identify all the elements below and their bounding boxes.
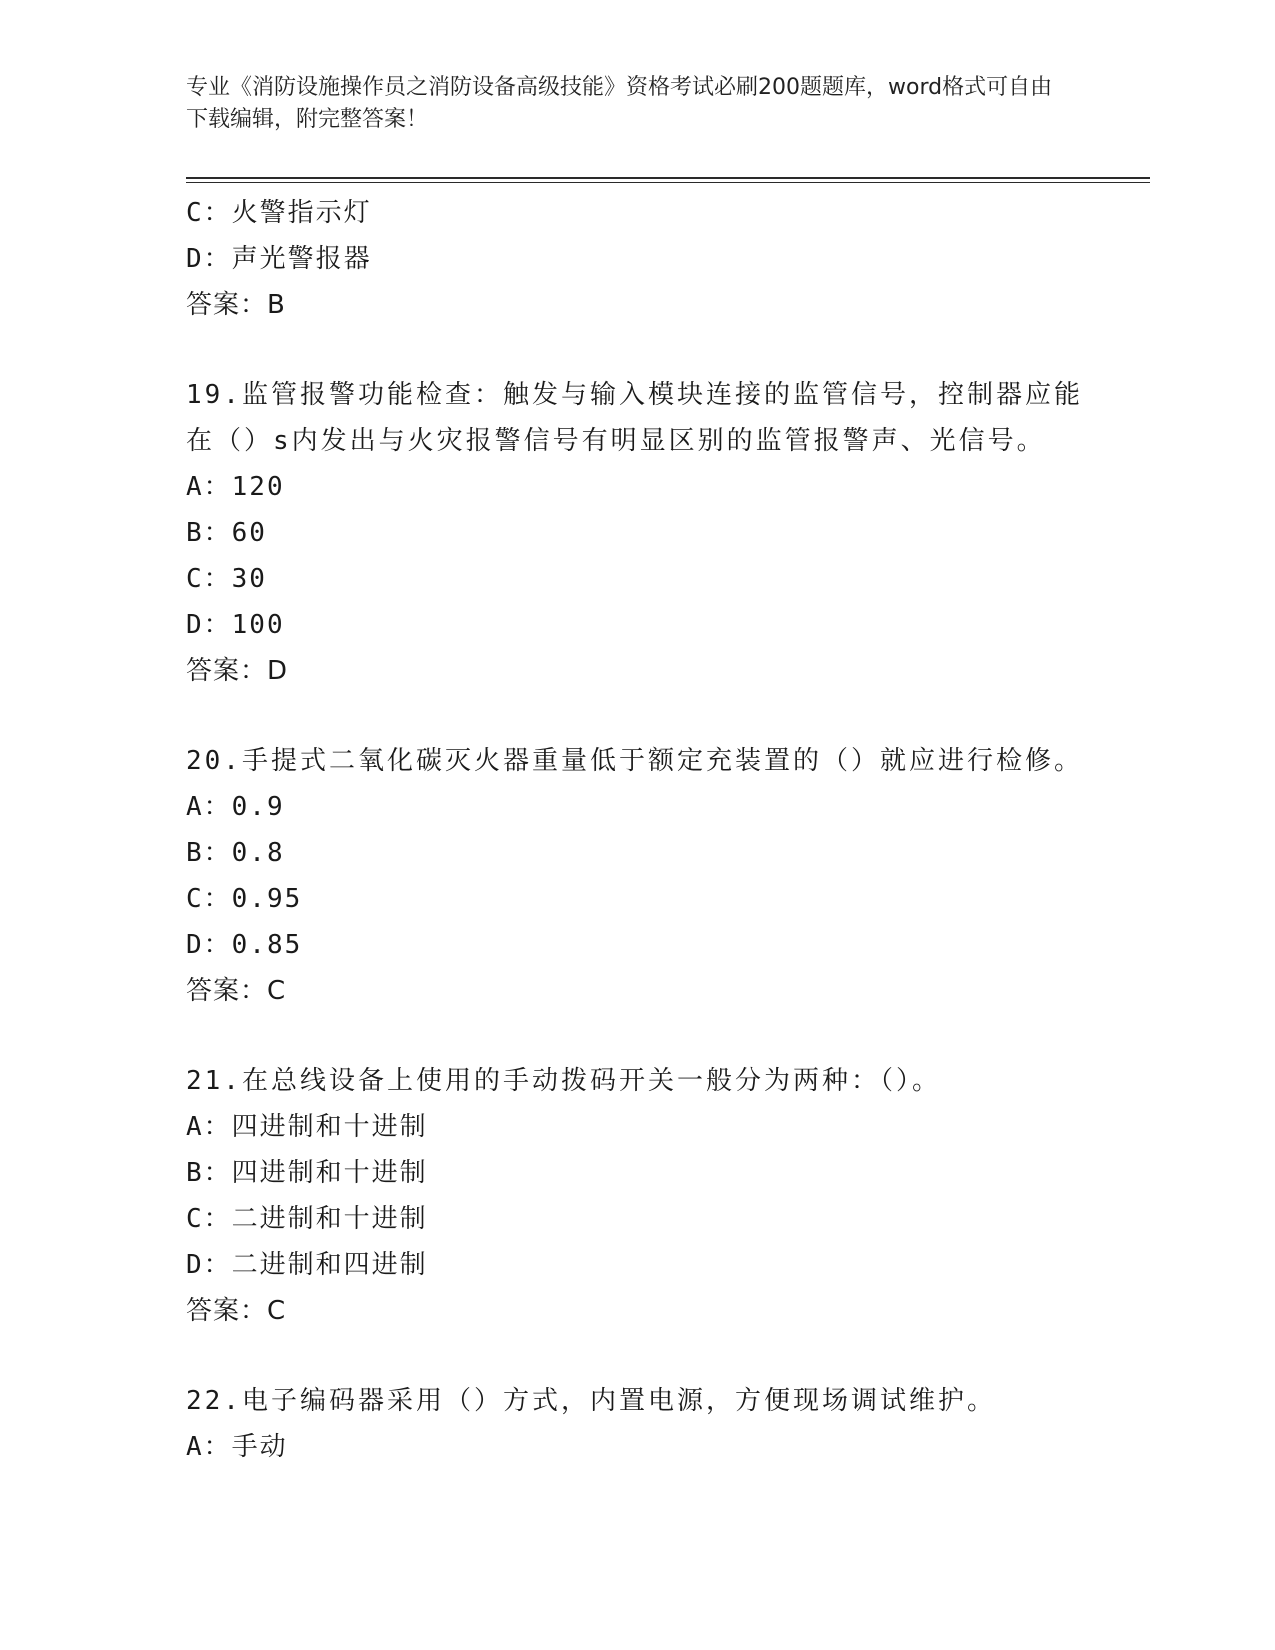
spacer xyxy=(186,1014,1086,1058)
option-d: D：100 xyxy=(186,610,285,640)
answer-label: 答案：C xyxy=(186,1296,287,1326)
question-19 xyxy=(186,372,1086,694)
option-d: D：二进制和四进制 xyxy=(186,1250,428,1280)
question-22 xyxy=(186,1378,1086,1470)
option-a: A：0.9 xyxy=(186,792,285,822)
option-c: C：二进制和十进制 xyxy=(186,1204,428,1234)
question-20 xyxy=(186,738,1086,1014)
header-divider-thick xyxy=(186,177,1150,179)
question-text: 19.监管报警功能检查：触发与输入模块连接的监管信号，控制器应能在（）s内发出与火灾报警信号有明显区别的监管报警声、光信号。 xyxy=(186,380,1083,456)
page-header-title: 专业《消防设施操作员之消防设备高级技能》资格考试必刷200题题库，word格式可自由下载编辑，附完整答案！ xyxy=(186,75,1053,132)
option-c: C：火警指示灯 xyxy=(186,198,372,228)
question-18-tail xyxy=(186,190,1086,328)
spacer xyxy=(186,328,1086,372)
question-content xyxy=(186,190,1086,1470)
option-d: D：0.85 xyxy=(186,930,303,960)
answer-label: 答案：D xyxy=(186,656,289,686)
question-21 xyxy=(186,1058,1086,1334)
option-a: A：四进制和十进制 xyxy=(186,1112,428,1142)
answer-label: 答案：B xyxy=(186,290,286,320)
answer-label: 答案：C xyxy=(186,976,287,1006)
question-text: 20.手提式二氧化碳灭火器重量低于额定充装置的（）就应进行检修。 xyxy=(186,746,1083,776)
option-c: C：0.95 xyxy=(186,884,303,914)
header-divider-thin xyxy=(186,182,1150,183)
option-c: C：30 xyxy=(186,564,267,594)
question-text: 22.电子编码器采用（）方式，内置电源，方便现场调试维护。 xyxy=(186,1386,996,1416)
option-b: B：四进制和十进制 xyxy=(186,1158,428,1188)
spacer xyxy=(186,1334,1086,1378)
spacer xyxy=(186,694,1086,738)
option-a: A：手动 xyxy=(186,1432,288,1462)
option-d: D：声光警报器 xyxy=(186,244,372,274)
option-a: A：120 xyxy=(186,472,285,502)
question-text: 21.在总线设备上使用的手动拨码开关一般分为两种：（）。 xyxy=(186,1066,941,1096)
option-b: B：60 xyxy=(186,518,267,548)
option-b: B：0.8 xyxy=(186,838,285,868)
